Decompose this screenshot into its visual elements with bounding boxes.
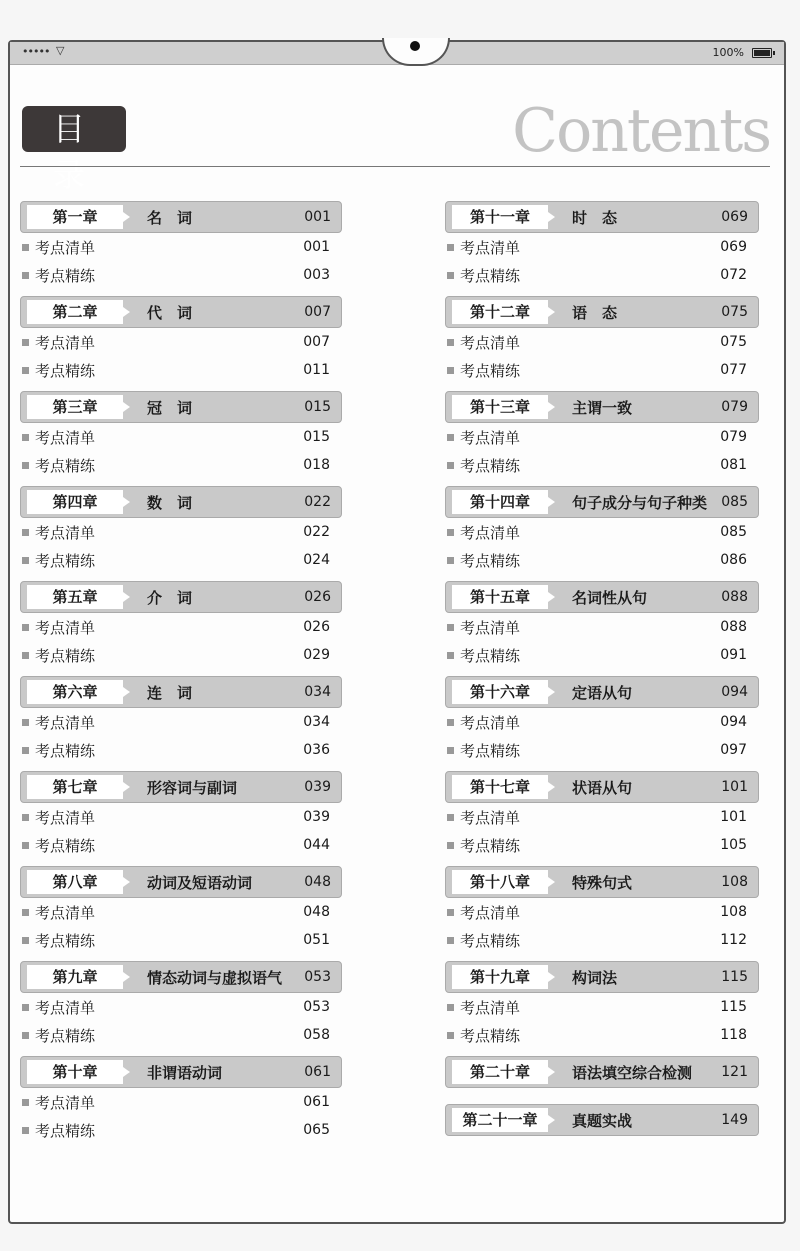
bullet-icon — [447, 529, 454, 536]
bullet-icon — [447, 339, 454, 346]
item-page: 048 — [303, 904, 330, 920]
item-label: 考点清单 — [460, 903, 521, 922]
item-page: 036 — [303, 742, 330, 758]
chapter-number: 第七章 — [27, 775, 123, 799]
toc-item[interactable] — [20, 993, 342, 1021]
item-page: 015 — [303, 429, 330, 445]
bullet-icon — [22, 937, 29, 944]
chapter-bar[interactable] — [20, 961, 342, 993]
toc-left-column — [20, 201, 342, 1151]
item-page: 029 — [303, 647, 330, 663]
toc-chapter — [20, 866, 342, 954]
chapter-page: 015 — [304, 399, 331, 415]
chapter-page: 053 — [304, 969, 331, 985]
item-label: 考点精练 — [35, 361, 96, 380]
item-label: 考点清单 — [35, 523, 96, 542]
toc-item[interactable] — [445, 233, 759, 261]
chapter-page: 121 — [721, 1064, 748, 1080]
chapter-number: 第八章 — [27, 870, 123, 894]
item-page: 105 — [720, 837, 747, 853]
chapter-bar[interactable] — [20, 676, 342, 708]
bullet-icon — [22, 272, 29, 279]
bullet-icon — [22, 842, 29, 849]
toc-item[interactable] — [20, 736, 342, 764]
status-bar — [10, 42, 784, 65]
toc-item[interactable] — [445, 328, 759, 356]
item-label: 考点清单 — [35, 618, 96, 637]
contents-heading: Contents — [512, 96, 770, 166]
chapter-title: 特殊句式 — [572, 873, 633, 892]
wifi-icon: ▽ — [56, 44, 65, 57]
item-label: 考点精练 — [35, 646, 96, 665]
chapter-bar[interactable] — [445, 1104, 759, 1136]
chapter-bar[interactable] — [445, 486, 759, 518]
chapter-number: 第十一章 — [452, 205, 548, 229]
item-page: 039 — [303, 809, 330, 825]
chapter-number: 第二十章 — [452, 1060, 548, 1084]
item-label: 考点清单 — [460, 238, 521, 257]
toc-chapter — [20, 961, 342, 1049]
toc-item[interactable] — [20, 546, 342, 574]
chapter-bar[interactable] — [445, 676, 759, 708]
toc-item[interactable] — [445, 831, 759, 859]
toc-chapter — [445, 296, 759, 384]
camera-icon — [410, 41, 420, 51]
chapter-number: 第十四章 — [452, 490, 548, 514]
chapter-bar[interactable] — [20, 486, 342, 518]
bullet-icon — [447, 747, 454, 754]
toc-item[interactable] — [445, 546, 759, 574]
toc-chapter — [20, 581, 342, 669]
toc-item[interactable] — [445, 518, 759, 546]
bullet-icon — [22, 557, 29, 564]
chapter-number: 第十七章 — [452, 775, 548, 799]
item-page: 061 — [303, 1094, 330, 1110]
bullet-icon — [22, 1004, 29, 1011]
item-label: 考点精练 — [35, 266, 96, 285]
item-label: 考点精练 — [35, 836, 96, 855]
chapter-page: 001 — [304, 209, 331, 225]
toc-item[interactable] — [445, 356, 759, 384]
chapter-page: 007 — [304, 304, 331, 320]
bullet-icon — [447, 462, 454, 469]
item-page: 085 — [720, 524, 747, 540]
chapter-title: 名 词 — [147, 208, 193, 227]
chapter-title: 代 词 — [147, 303, 193, 322]
toc-item[interactable] — [445, 803, 759, 831]
chapter-title: 真题实战 — [572, 1111, 633, 1130]
toc-item[interactable] — [445, 451, 759, 479]
bullet-icon — [447, 624, 454, 631]
toc-item[interactable] — [20, 898, 342, 926]
chapter-number: 第二章 — [27, 300, 123, 324]
chapter-title: 状语从句 — [572, 778, 633, 797]
chapter-page: 022 — [304, 494, 331, 510]
item-label: 考点精练 — [35, 741, 96, 760]
toc-item[interactable] — [20, 613, 342, 641]
bullet-icon — [447, 272, 454, 279]
chapter-bar[interactable] — [445, 961, 759, 993]
item-label: 考点清单 — [460, 713, 521, 732]
item-page: 097 — [720, 742, 747, 758]
toc-item[interactable] — [20, 261, 342, 289]
item-page: 075 — [720, 334, 747, 350]
item-page: 088 — [720, 619, 747, 635]
item-label: 考点精练 — [460, 836, 521, 855]
item-page: 011 — [303, 362, 330, 378]
bullet-icon — [22, 367, 29, 374]
item-page: 118 — [720, 1027, 747, 1043]
toc-item[interactable] — [20, 803, 342, 831]
toc-item[interactable] — [445, 898, 759, 926]
chapter-number: 第一章 — [27, 205, 123, 229]
chapter-number: 第五章 — [27, 585, 123, 609]
chapter-title: 时 态 — [572, 208, 618, 227]
item-label: 考点清单 — [35, 238, 96, 257]
toc-chapter — [20, 391, 342, 479]
toc-item[interactable] — [20, 708, 342, 736]
toc-chapter — [445, 1056, 759, 1088]
toc-item[interactable] — [445, 423, 759, 451]
item-page: 086 — [720, 552, 747, 568]
chapter-number: 第十九章 — [452, 965, 548, 989]
chapter-bar[interactable] — [445, 391, 759, 423]
chapter-page: 026 — [304, 589, 331, 605]
bullet-icon — [22, 909, 29, 916]
toc-item[interactable] — [445, 993, 759, 1021]
chapter-page: 034 — [304, 684, 331, 700]
chapter-title: 连 词 — [147, 683, 193, 702]
item-label: 考点清单 — [460, 523, 521, 542]
chapter-page: 085 — [721, 494, 748, 510]
item-page: 058 — [303, 1027, 330, 1043]
bullet-icon — [22, 339, 29, 346]
toc-item[interactable] — [20, 518, 342, 546]
bullet-icon — [447, 367, 454, 374]
chapter-bar[interactable] — [445, 201, 759, 233]
item-page: 072 — [720, 267, 747, 283]
toc-item[interactable] — [445, 926, 759, 954]
chapter-bar[interactable] — [20, 581, 342, 613]
chapter-number: 第十章 — [27, 1060, 123, 1084]
chapter-bar[interactable] — [20, 391, 342, 423]
item-page: 026 — [303, 619, 330, 635]
item-page: 003 — [303, 267, 330, 283]
chapter-page: 108 — [721, 874, 748, 890]
bullet-icon — [447, 557, 454, 564]
camera-notch — [382, 38, 450, 66]
bullet-icon — [22, 1032, 29, 1039]
chapter-title: 非谓语动词 — [147, 1063, 223, 1082]
toc-item[interactable] — [445, 261, 759, 289]
chapter-bar[interactable] — [445, 1056, 759, 1088]
toc-chapter — [445, 771, 759, 859]
bullet-icon — [22, 624, 29, 631]
toc-item[interactable] — [20, 926, 342, 954]
chapter-title: 介 词 — [147, 588, 193, 607]
item-page: 094 — [720, 714, 747, 730]
item-page: 018 — [303, 457, 330, 473]
toc-item[interactable] — [445, 641, 759, 669]
item-label: 考点清单 — [35, 998, 96, 1017]
item-label: 考点清单 — [460, 428, 521, 447]
toc-item[interactable] — [20, 831, 342, 859]
divider — [20, 166, 770, 167]
toc-chapter — [445, 866, 759, 954]
bullet-icon — [447, 937, 454, 944]
toc-item[interactable] — [445, 736, 759, 764]
bullet-icon — [22, 462, 29, 469]
chapter-number: 第十六章 — [452, 680, 548, 704]
toc-item[interactable] — [20, 233, 342, 261]
item-page: 115 — [720, 999, 747, 1015]
chapter-bar[interactable] — [20, 866, 342, 898]
chapter-number: 第十八章 — [452, 870, 548, 894]
item-page: 108 — [720, 904, 747, 920]
chapter-bar[interactable] — [20, 296, 342, 328]
chapter-number: 第三章 — [27, 395, 123, 419]
item-label: 考点清单 — [460, 808, 521, 827]
item-label: 考点精练 — [35, 931, 96, 950]
toc-right-column — [445, 201, 759, 1152]
item-label: 考点清单 — [35, 903, 96, 922]
toc-chapter — [20, 296, 342, 384]
chapter-page: 061 — [304, 1064, 331, 1080]
toc-item[interactable] — [445, 708, 759, 736]
chapter-number: 第二十一章 — [452, 1108, 548, 1132]
item-page: 065 — [303, 1122, 330, 1138]
bullet-icon — [447, 244, 454, 251]
item-label: 考点精练 — [460, 266, 521, 285]
bullet-icon — [22, 1099, 29, 1106]
item-label: 考点清单 — [35, 713, 96, 732]
toc-chapter — [445, 581, 759, 669]
bullet-icon — [447, 652, 454, 659]
toc-chapter — [20, 1056, 342, 1144]
item-label: 考点精练 — [460, 361, 521, 380]
item-label: 考点清单 — [460, 998, 521, 1017]
item-label: 考点精练 — [460, 456, 521, 475]
toc-item[interactable] — [20, 451, 342, 479]
bullet-icon — [22, 1127, 29, 1134]
item-page: 079 — [720, 429, 747, 445]
item-label: 考点精练 — [460, 1026, 521, 1045]
chapter-title: 冠 词 — [147, 398, 193, 417]
chapter-title: 语 态 — [572, 303, 618, 322]
chapter-title: 主谓一致 — [572, 398, 633, 417]
chapter-page: 079 — [721, 399, 748, 415]
toc-item[interactable] — [20, 328, 342, 356]
chapter-page: 039 — [304, 779, 331, 795]
toc-chapter — [20, 676, 342, 764]
chapter-number: 第六章 — [27, 680, 123, 704]
item-page: 022 — [303, 524, 330, 540]
bullet-icon — [447, 909, 454, 916]
toc-chapter — [20, 201, 342, 289]
toc-item[interactable] — [445, 613, 759, 641]
item-label: 考点清单 — [460, 618, 521, 637]
toc-chapter — [445, 201, 759, 289]
item-page: 112 — [720, 932, 747, 948]
toc-item[interactable] — [20, 1021, 342, 1049]
chapter-number: 第四章 — [27, 490, 123, 514]
bullet-icon — [22, 719, 29, 726]
item-page: 024 — [303, 552, 330, 568]
chapter-bar[interactable] — [20, 771, 342, 803]
item-label: 考点清单 — [35, 1093, 96, 1112]
chapter-bar[interactable] — [445, 771, 759, 803]
chapter-bar[interactable] — [20, 201, 342, 233]
toc-item[interactable] — [20, 1088, 342, 1116]
toc-item[interactable] — [20, 356, 342, 384]
chapter-title: 数 词 — [147, 493, 193, 512]
bullet-icon — [22, 652, 29, 659]
chapter-page: 048 — [304, 874, 331, 890]
item-label: 考点精练 — [460, 931, 521, 950]
battery-icon — [752, 48, 772, 58]
item-label: 考点精练 — [35, 1026, 96, 1045]
chapter-number: 第十五章 — [452, 585, 548, 609]
toc-chapter — [20, 486, 342, 574]
chapter-bar[interactable] — [20, 1056, 342, 1088]
item-page: 081 — [720, 457, 747, 473]
item-page: 001 — [303, 239, 330, 255]
toc-chapter — [445, 961, 759, 1049]
item-label: 考点精练 — [460, 741, 521, 760]
toc-chapter — [445, 486, 759, 574]
item-page: 069 — [720, 239, 747, 255]
bullet-icon — [447, 842, 454, 849]
chapter-page: 101 — [721, 779, 748, 795]
item-label: 考点清单 — [35, 333, 96, 352]
item-label: 考点精练 — [460, 646, 521, 665]
chapter-page: 115 — [721, 969, 748, 985]
bullet-icon — [447, 1004, 454, 1011]
bullet-icon — [22, 529, 29, 536]
tablet-frame — [8, 40, 786, 1224]
bullet-icon — [22, 434, 29, 441]
bullet-icon — [447, 434, 454, 441]
chapter-bar[interactable] — [445, 581, 759, 613]
toc-item[interactable] — [445, 1021, 759, 1049]
bullet-icon — [22, 244, 29, 251]
chapter-number: 第九章 — [27, 965, 123, 989]
chapter-title: 构词法 — [572, 968, 618, 987]
toc-item[interactable] — [20, 423, 342, 451]
toc-chapter — [20, 771, 342, 859]
toc-item[interactable] — [20, 641, 342, 669]
chapter-title: 名词性从句 — [572, 588, 648, 607]
toc-chapter — [445, 1104, 759, 1136]
item-label: 考点清单 — [35, 428, 96, 447]
chapter-title: 情态动词与虚拟语气 — [147, 968, 283, 987]
chapter-bar[interactable] — [445, 866, 759, 898]
item-page: 101 — [720, 809, 747, 825]
chapter-number: 第十二章 — [452, 300, 548, 324]
item-page: 044 — [303, 837, 330, 853]
bullet-icon — [22, 747, 29, 754]
item-page: 053 — [303, 999, 330, 1015]
toc-chapter — [445, 391, 759, 479]
item-label: 考点精练 — [35, 456, 96, 475]
chapter-page: 075 — [721, 304, 748, 320]
toc-item[interactable] — [20, 1116, 342, 1144]
item-label: 考点精练 — [35, 551, 96, 570]
chapter-title: 动词及短语动词 — [147, 873, 253, 892]
chapter-bar[interactable] — [445, 296, 759, 328]
item-page: 051 — [303, 932, 330, 948]
bullet-icon — [447, 1032, 454, 1039]
chapter-title: 句子成分与句子种类 — [572, 493, 708, 512]
item-page: 007 — [303, 334, 330, 350]
page-title: 目 录 — [22, 106, 126, 152]
chapter-title: 定语从句 — [572, 683, 633, 702]
bullet-icon — [22, 814, 29, 821]
item-page: 077 — [720, 362, 747, 378]
toc-chapter — [445, 676, 759, 764]
bullet-icon — [447, 719, 454, 726]
item-label: 考点清单 — [460, 333, 521, 352]
chapter-page: 149 — [721, 1112, 748, 1128]
item-page: 091 — [720, 647, 747, 663]
item-page: 034 — [303, 714, 330, 730]
signal-icon: ••••• — [22, 45, 50, 58]
item-label: 考点清单 — [35, 808, 96, 827]
chapter-page: 088 — [721, 589, 748, 605]
chapter-title: 形容词与副词 — [147, 778, 238, 797]
bullet-icon — [447, 814, 454, 821]
item-label: 考点精练 — [35, 1121, 96, 1140]
chapter-number: 第十三章 — [452, 395, 548, 419]
chapter-page: 069 — [721, 209, 748, 225]
item-label: 考点精练 — [460, 551, 521, 570]
battery-percent: 100% — [712, 46, 744, 59]
chapter-title: 语法填空综合检测 — [572, 1063, 693, 1082]
chapter-page: 094 — [721, 684, 748, 700]
